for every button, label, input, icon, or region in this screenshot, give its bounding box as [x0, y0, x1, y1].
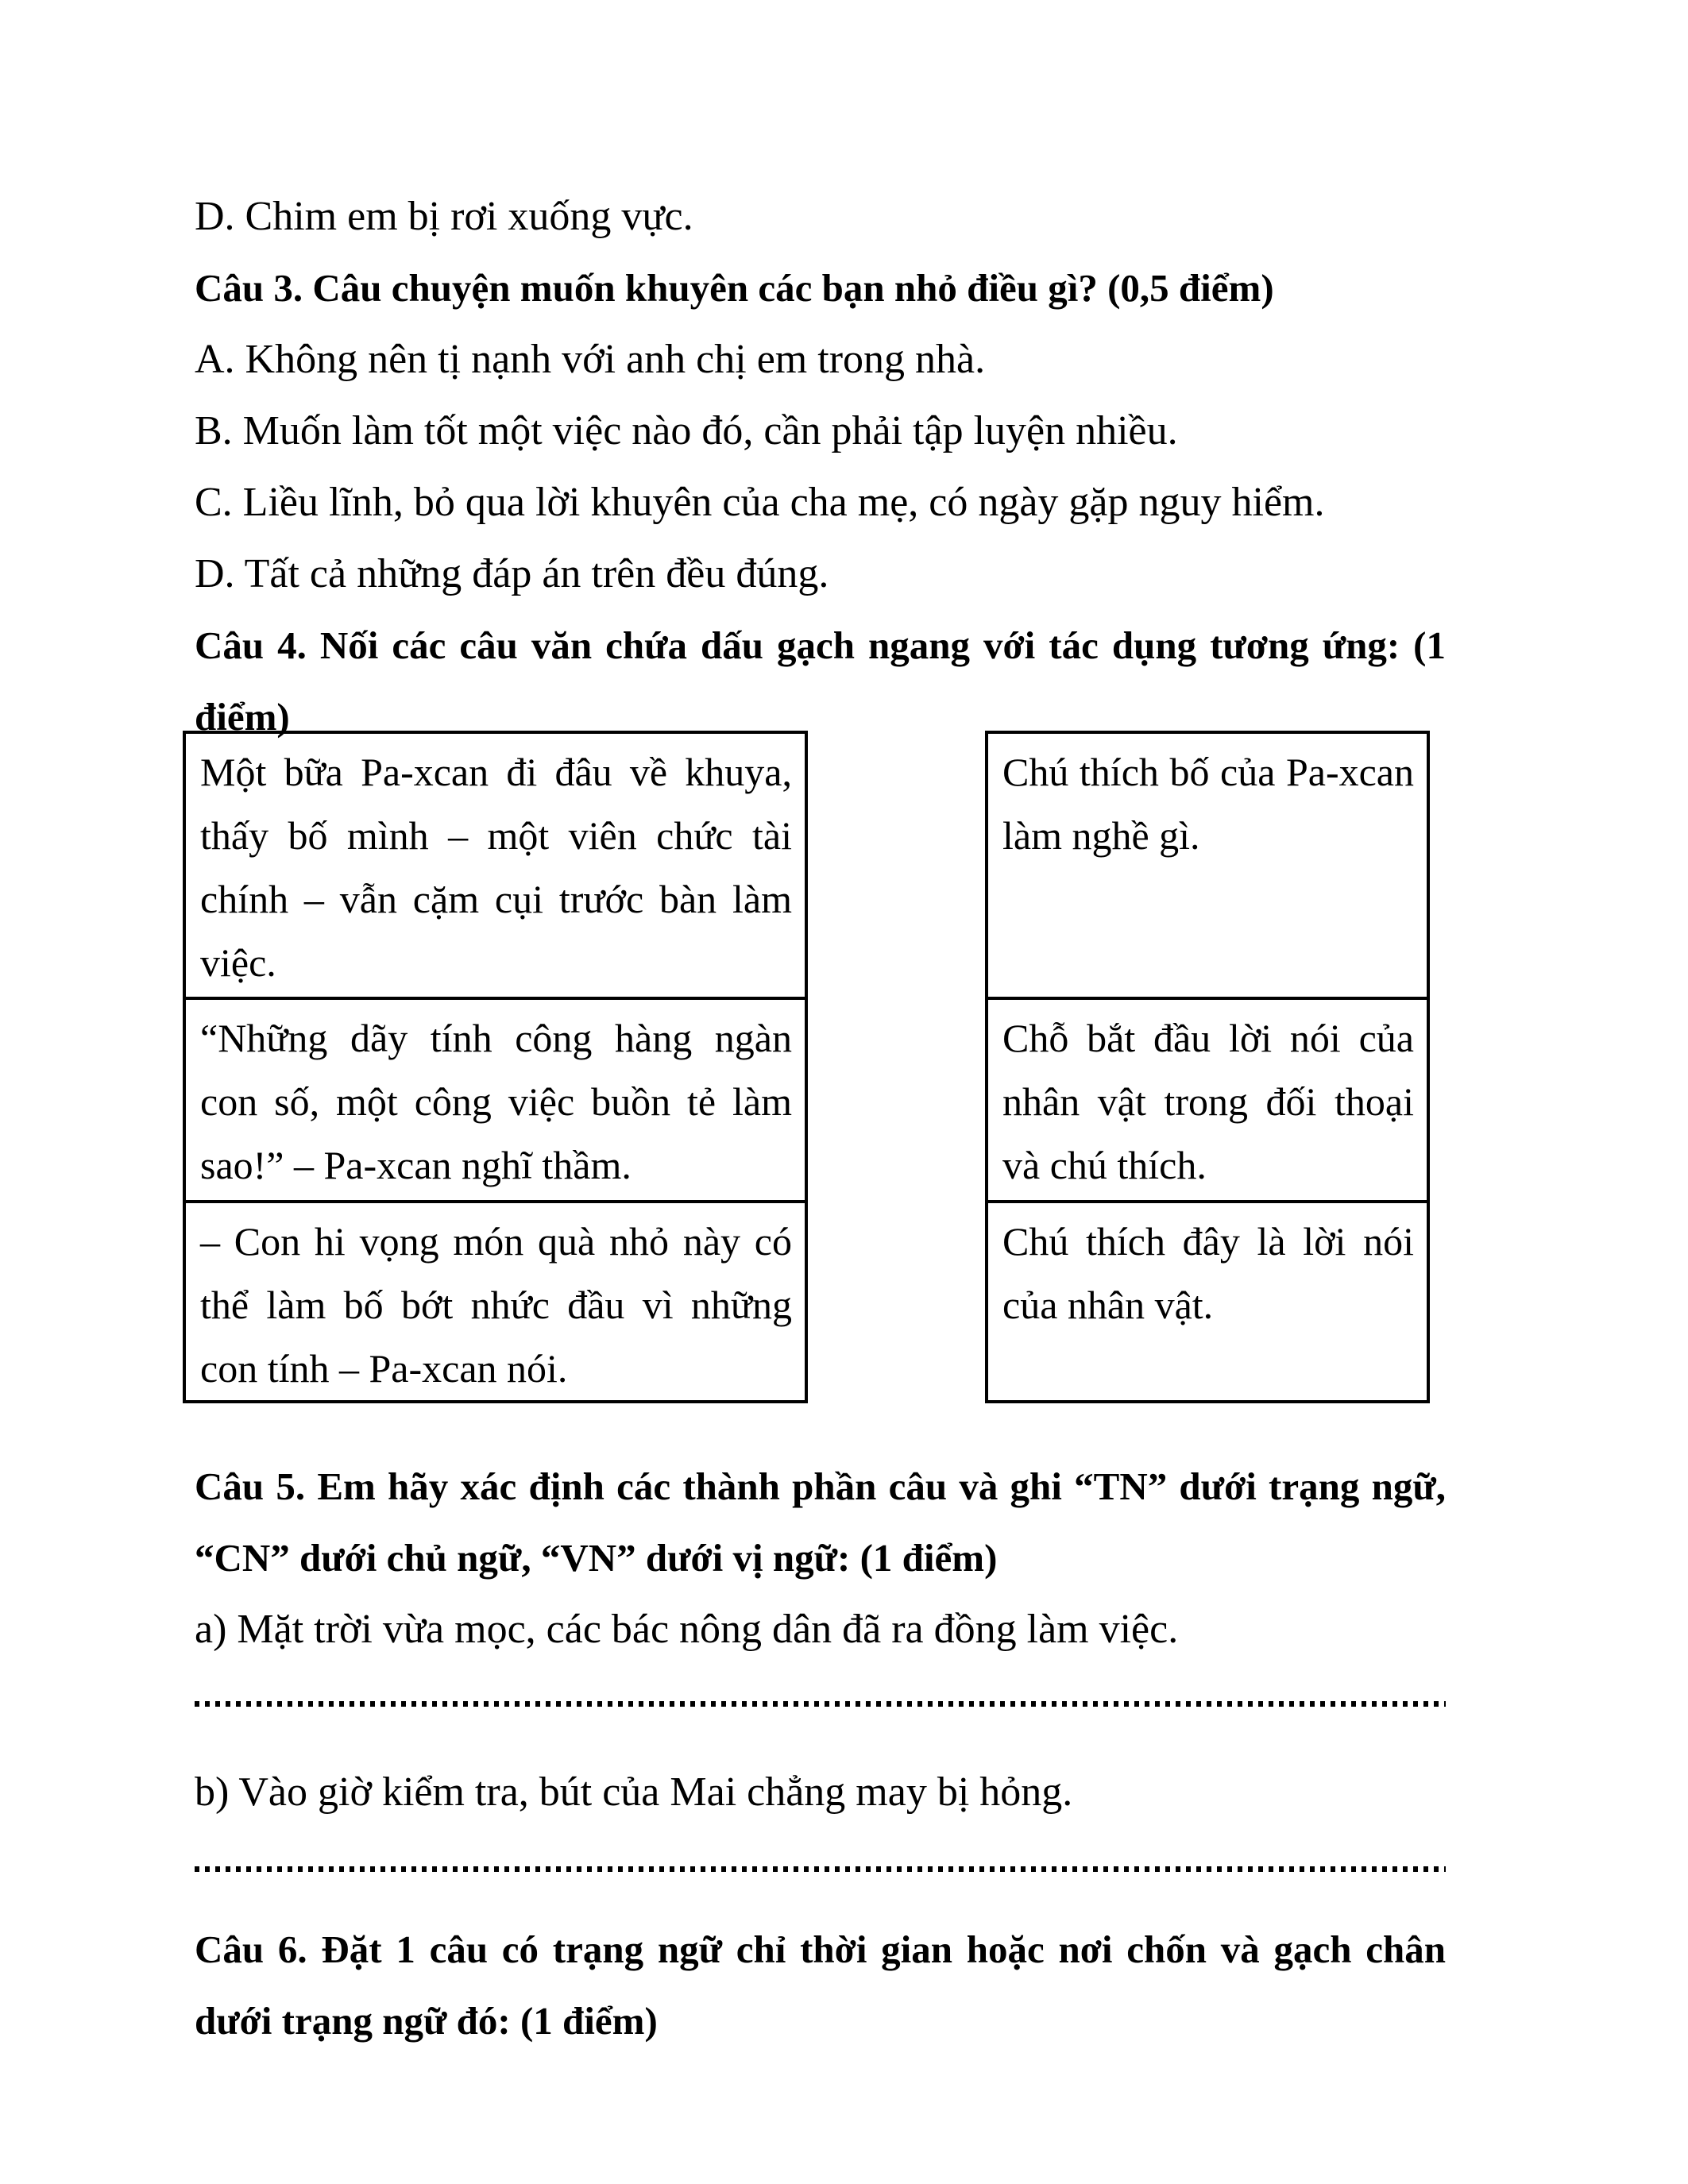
usage-cell-2: Chỗ bắt đầu lời nói của nhân vật trong đối thoại và chú thích.: [987, 998, 1428, 1202]
q3-option-d: D. Tất cả những đáp án trên đều đúng.: [195, 551, 829, 596]
q5-title-line1: Câu 5. Em hãy xác định các thành phần câu và ghi “TN” dưới trạng ngữ,: [195, 1464, 1446, 1508]
q4-title-line2: điểm): [195, 695, 290, 739]
q6-title-line1: Câu 6. Đặt 1 câu có trạng ngữ chỉ thời gian hoặc nơi chốn và gạch chân: [195, 1927, 1446, 1971]
sentence-cell-2: “Những dãy tính công hàng ngàn con số, một công việc buồn tẻ làm sao!” – Pa-xcan nghĩ thầm.: [184, 998, 806, 1202]
sentence-cell-1: Một bữa Pa-xcan đi đâu về khuya, thấy bố mình – một viên chức tài chính – vẫn cặm cụi trước bàn làm việc.: [184, 732, 806, 998]
matching-exercise: [183, 731, 1446, 1403]
dotted-rule-icon: [195, 1701, 1446, 1707]
answer-line-b: [195, 1866, 1446, 1914]
sentence-cell-3: – Con hi vọng món quà nhỏ này có thể làm bố bớt nhức đầu vì những con tính – Pa-xcan nói.: [184, 1202, 806, 1402]
q4-title-line1: Câu 4. Nối các câu văn chứa dấu gạch ngang với tác dụng tương ứng: (1: [195, 623, 1446, 667]
tables-gap: [808, 731, 985, 739]
usage-cell-1: Chú thích bố của Pa-xcan làm nghề gì.: [987, 732, 1428, 998]
q3-option-a: A. Không nên tị nạnh với anh chị em trong nhà.: [195, 337, 986, 382]
q3-option-b: B. Muốn làm tốt một việc nào đó, cần phải tập luyện nhiều.: [195, 408, 1178, 453]
q3-title: Câu 3. Câu chuyện muốn khuyên các bạn nhỏ điều gì? (0,5 điểm): [195, 266, 1274, 310]
q2-option-d: D. Chim em bị rơi xuống vực.: [195, 194, 693, 239]
q3-option-c: C. Liều lĩnh, bỏ qua lời khuyên của cha mẹ, có ngày gặp nguy hiểm.: [195, 480, 1325, 525]
usage-cell-3: Chú thích đây là lời nói của nhân vật.: [987, 1202, 1428, 1402]
q5-item-b: b) Vào giờ kiểm tra, bút của Mai chẳng may bị hỏng.: [195, 1769, 1073, 1815]
q5-item-a: a) Mặt trời vừa mọc, các bác nông dân đã ra đồng làm việc.: [195, 1607, 1179, 1652]
matching-table-usages: [985, 731, 1430, 1403]
answer-line-a: [195, 1701, 1446, 1757]
q6-title-line2: dưới trạng ngữ đó: (1 điểm): [195, 1999, 658, 2043]
dotted-rule-icon: [195, 1866, 1446, 1872]
matching-table-sentences: [183, 731, 808, 1403]
q5-title-line2: “CN” dưới chủ ngữ, “VN” dưới vị ngữ: (1 điểm): [195, 1536, 998, 1580]
